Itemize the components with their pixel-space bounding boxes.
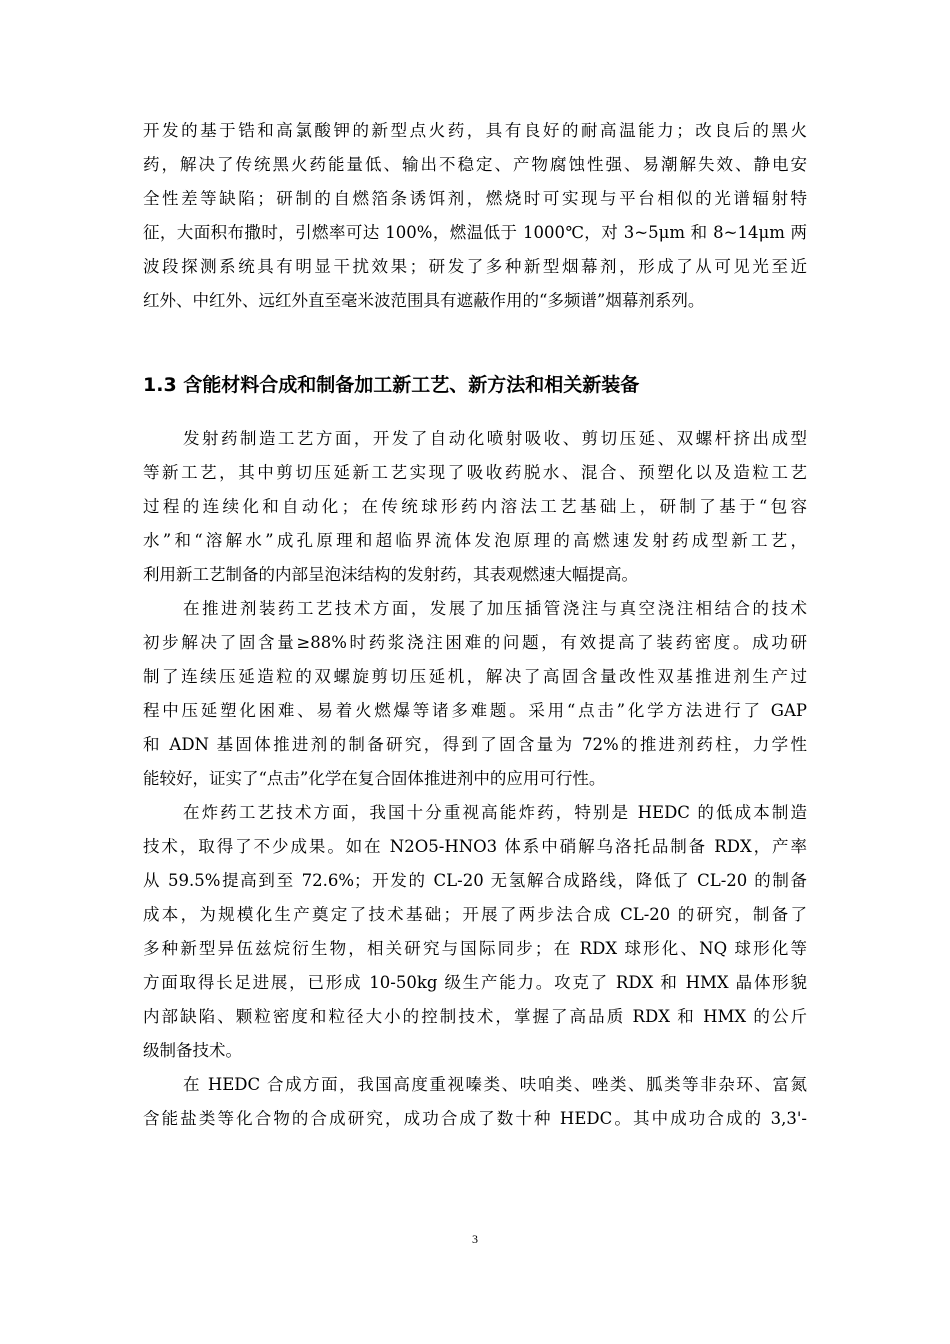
paragraph-1-line-4: 征，大面积布撒时，引燃率可达 100%，燃温低于 1000℃，对 3~5μm 和 8~14μm 两 (143, 223, 807, 242)
paragraph-3-line-4: 程中压延塑化困难、易着火燃爆等诸多难题。采用“点击”化学方法进行了 GAP (143, 701, 807, 720)
paragraph-4-line-3: 从 59.5%提高到至 72.6%；开发的 CL-20 无氢解合成路线，降低了 CL-20 的制备 (143, 871, 807, 890)
paragraph-1-line-3: 全性差等缺陷；研制的自燃箔条诱饵剂，燃烧时可实现与平台相似的光谱辐射特 (143, 189, 807, 208)
paragraph-2-line-2: 等新工艺，其中剪切压延新工艺实现了吸收药脱水、混合、预塑化以及造粒工艺 (143, 463, 807, 482)
page-number: 3 (472, 1232, 478, 1246)
paragraph-3-line-6: 能较好，证实了“点击”化学在复合固体推进剂中的应用可行性。 (143, 769, 606, 788)
paragraph-2-line-1: 发射药制造工艺方面，开发了自动化喷射吸收、剪切压延、双螺杆挤出成型 (183, 429, 807, 448)
paragraph-4-line-7: 内部缺陷、颗粒密度和粒径大小的控制技术，掌握了高品质 RDX 和 HMX 的公斤 (143, 1007, 807, 1026)
paragraph-1-line-5: 波段探测系统具有明显干扰效果；研发了多种新型烟幕剂，形成了从可见光至近 (143, 257, 807, 276)
paragraph-4-line-5: 多种新型异伍兹烷衍生物，相关研究与国际同步；在 RDX 球形化、NQ 球形化等 (143, 939, 807, 958)
paragraph-1-line-6: 红外、中红外、远红外直至毫米波范围具有遮蔽作用的“多频谱”烟幕剂系列。 (143, 291, 705, 310)
paragraph-3-line-1: 在推进剂装药工艺技术方面，发展了加压插管浇注与真空浇注相结合的技术 (183, 599, 807, 618)
paragraph-4-line-6: 方面取得长足进展，已形成 10-50kg 级生产能力。攻克了 RDX 和 HMX 晶体形貌 (143, 973, 807, 992)
paragraph-4-line-1: 在炸药工艺技术方面，我国十分重视高能炸药，特别是 HEDC 的低成本制造 (183, 803, 807, 822)
paragraph-1-line-2: 药，解决了传统黑火药能量低、输出不稳定、产物腐蚀性强、易潮解失效、静电安 (143, 155, 807, 174)
paragraph-3-line-3: 制了连续压延造粒的双螺旋剪切压延机，解决了高固含量改性双基推进剂生产过 (143, 667, 807, 686)
paragraph-1-line-1: 开发的基于锆和高氯酸钾的新型点火药，具有良好的耐高温能力；改良后的黑火 (143, 121, 807, 140)
section-heading: 1.3 含能材料合成和制备加工新工艺、新方法和相关新装备 (143, 374, 640, 396)
paragraph-2-line-5: 利用新工艺制备的内部呈泡沫结构的发射药，其表观燃速大幅提高。 (143, 565, 638, 584)
paragraph-4-line-2: 技术，取得了不少成果。如在 N2O5-HNO3 体系中硝解乌洛托品制备 RDX，产率 (143, 837, 807, 856)
paragraph-2-line-4: 水”和“溶解水”成孔原理和超临界流体发泡原理的高燃速发射药成型新工艺， (143, 531, 807, 550)
paragraph-3-line-2: 初步解决了固含量≥88%时药浆浇注困难的问题，有效提高了装药密度。成功研 (143, 633, 807, 652)
paragraph-5-line-2: 含能盐类等化合物的合成研究，成功合成了数十种 HEDC。其中成功合成的 3,3'- (143, 1109, 807, 1128)
paragraph-3-line-5: 和 ADN 基固体推进剂的制备研究，得到了固含量为 72%的推进剂药柱，力学性 (143, 735, 807, 754)
paragraph-5-line-1: 在 HEDC 合成方面，我国高度重视嗪类、呋咱类、唑类、胍类等非杂环、富氮 (183, 1075, 807, 1094)
paragraph-4-line-4: 成本，为规模化生产奠定了技术基础；开展了两步法合成 CL-20 的研究，制备了 (143, 905, 807, 924)
paragraph-2-line-3: 过程的连续化和自动化；在传统球形药内溶法工艺基础上，研制了基于“包容 (143, 497, 807, 516)
paragraph-4-line-8: 级制备技术。 (143, 1041, 242, 1060)
